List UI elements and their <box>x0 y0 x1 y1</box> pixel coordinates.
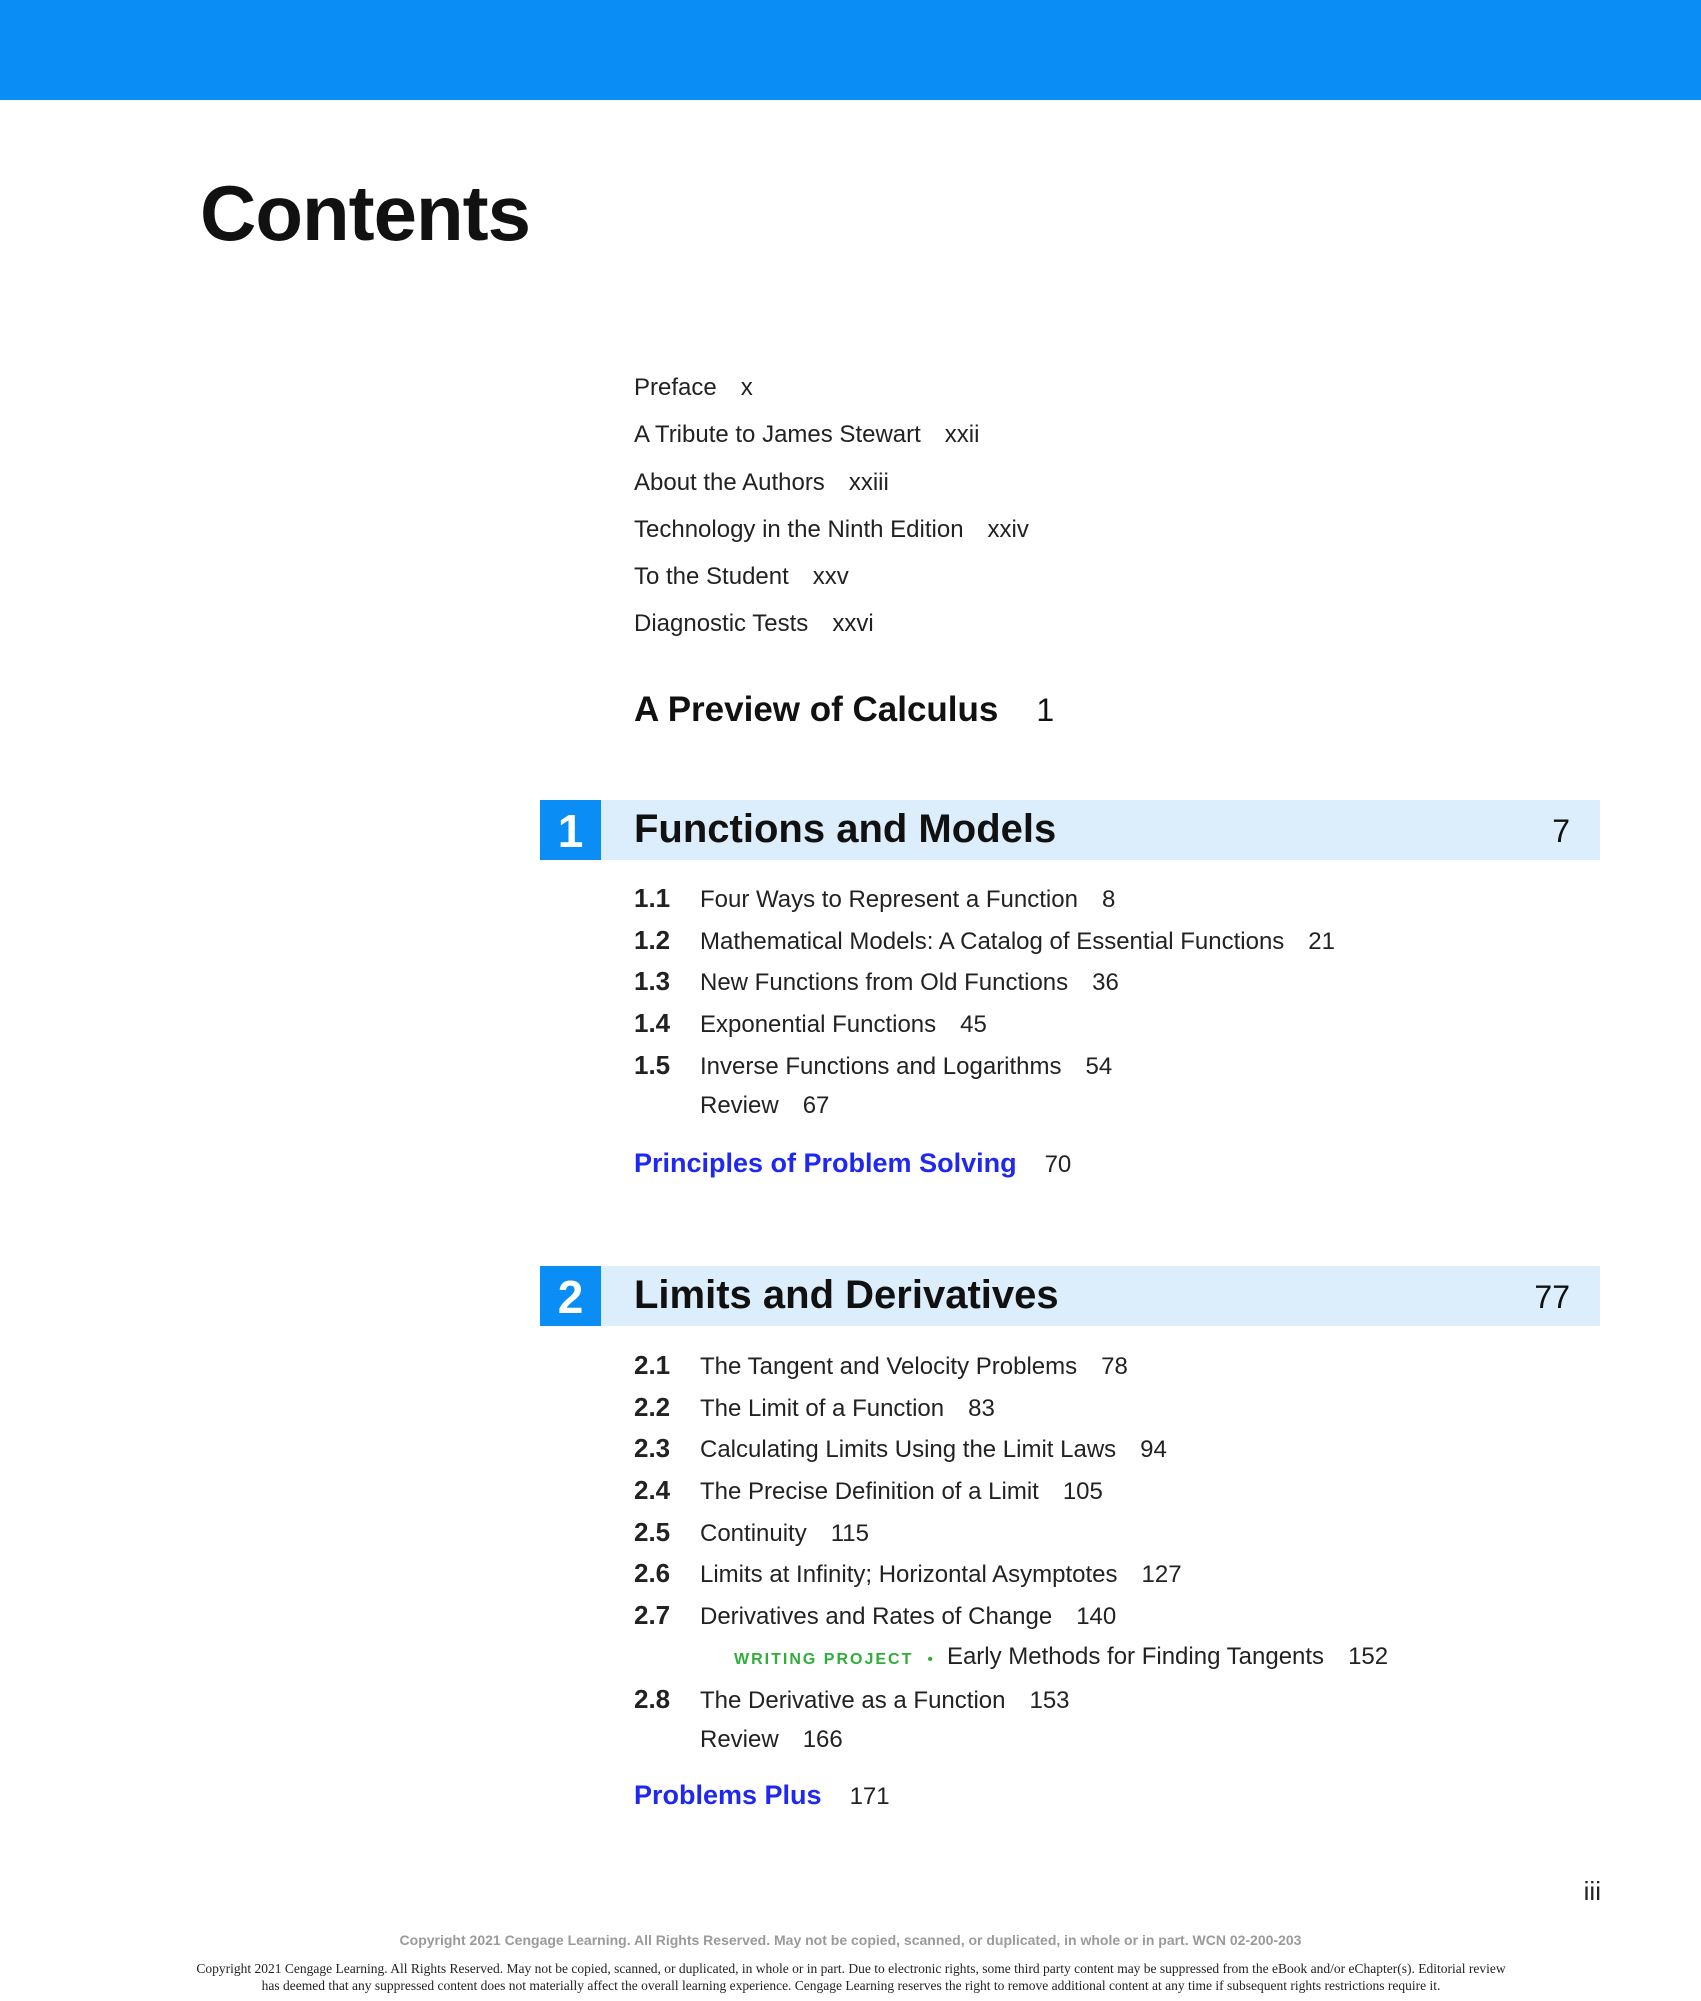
section-page: 115 <box>830 1519 869 1547</box>
section-page: 8 <box>1101 886 1116 913</box>
section-number: 1.3 <box>634 966 671 997</box>
preview-label: A Preview of Calculus <box>634 690 999 729</box>
section-entry[interactable] <box>634 1514 1388 1556</box>
review-page: 67 <box>802 1092 830 1120</box>
section-title: The Tangent and Velocity Problems <box>700 1353 1078 1380</box>
front-matter-item[interactable] <box>634 417 1029 464</box>
section-number: 2.5 <box>634 1516 671 1547</box>
section-page: 78 <box>1101 1353 1128 1380</box>
front-matter-item[interactable] <box>634 512 1029 559</box>
preview-entry[interactable] <box>634 690 1054 730</box>
section-number: 2.3 <box>634 1433 671 1464</box>
section-number: 2.1 <box>634 1350 671 1380</box>
chapter-1-sections <box>634 880 1335 1130</box>
section-page: 153 <box>1029 1686 1070 1714</box>
page-title: Contents <box>200 169 530 257</box>
section-entry[interactable] <box>634 1555 1388 1597</box>
section-title: The Limit of a Function <box>700 1394 945 1422</box>
section-entry[interactable] <box>634 1347 1388 1389</box>
review-label: Review <box>700 1092 779 1120</box>
special-page: 70 <box>1044 1151 1072 1178</box>
front-matter-item[interactable] <box>634 559 1029 606</box>
section-entry[interactable] <box>634 963 1335 1005</box>
writing-project-page: 152 <box>1348 1642 1389 1670</box>
section-title: The Precise Definition of a Limit <box>700 1478 1039 1506</box>
front-matter-list <box>634 370 1029 654</box>
section-title: Inverse Functions and Logarithms <box>700 1052 1062 1080</box>
writing-project-entry[interactable] <box>634 1639 1388 1681</box>
chapter-header-2[interactable] <box>540 1266 1600 1326</box>
principles-of-problem-solving-link[interactable] <box>634 1148 1071 1179</box>
section-number: 2.8 <box>634 1683 671 1714</box>
front-matter-label: A Tribute to James Stewart <box>634 421 921 449</box>
section-title: Limits at Infinity; Horizontal Asymptotes <box>700 1561 1118 1589</box>
special-label: Principles of Problem Solving <box>634 1148 1017 1178</box>
section-title: Four Ways to Represent a Function <box>700 886 1078 913</box>
section-page: 83 <box>968 1394 995 1422</box>
writing-project-tag: WRITING PROJECT <box>734 1650 914 1668</box>
section-number: 1.1 <box>634 883 671 913</box>
section-title: The Derivative as a Function <box>700 1686 1006 1714</box>
front-matter-page: x <box>740 374 753 401</box>
section-entry[interactable] <box>634 1389 1388 1431</box>
front-matter-label: About the Authors <box>634 468 825 496</box>
section-page: 140 <box>1076 1603 1117 1631</box>
front-matter-label: Diagnostic Tests <box>634 610 809 638</box>
front-matter-page: xxv <box>812 563 849 591</box>
section-number: 1.5 <box>634 1049 671 1080</box>
front-matter-page: xxvi <box>832 610 874 638</box>
section-page: 94 <box>1140 1436 1167 1464</box>
special-label: Problems Plus <box>634 1780 822 1810</box>
section-page: 45 <box>960 1011 987 1039</box>
section-title: New Functions from Old Functions <box>700 969 1069 997</box>
front-matter-label: To the Student <box>634 563 789 591</box>
review-label: Review <box>700 1726 779 1754</box>
section-page: 36 <box>1092 969 1119 997</box>
front-matter-label: Technology in the Ninth Edition <box>634 515 964 543</box>
section-entry[interactable] <box>634 1430 1388 1472</box>
section-number: 2.4 <box>634 1475 671 1506</box>
chapter-number-badge: 2 <box>540 1266 601 1326</box>
section-title: Continuity <box>700 1519 807 1547</box>
section-entry[interactable] <box>634 1047 1335 1089</box>
section-number: 2.7 <box>634 1600 671 1631</box>
section-title: Exponential Functions <box>700 1011 937 1039</box>
special-page: 171 <box>849 1783 890 1810</box>
review-page: 166 <box>802 1726 843 1754</box>
section-page: 127 <box>1141 1561 1182 1589</box>
top-color-bar <box>0 0 1701 100</box>
section-page: 54 <box>1085 1052 1113 1080</box>
chapter-title: Functions and Models <box>634 807 1057 851</box>
chapter-2-sections <box>634 1347 1388 1764</box>
section-number: 2.6 <box>634 1558 671 1589</box>
section-title: Derivatives and Rates of Change <box>700 1603 1053 1631</box>
preview-page: 1 <box>1036 692 1055 728</box>
section-title: Calculating Limits Using the Limit Laws <box>700 1436 1117 1464</box>
front-matter-item[interactable] <box>634 465 1029 512</box>
section-number: 1.4 <box>634 1008 671 1039</box>
front-matter-page: xxii <box>944 421 980 449</box>
section-page: 21 <box>1308 927 1335 955</box>
front-matter-item[interactable] <box>634 606 1029 653</box>
chapter-page: 7 <box>1552 813 1570 849</box>
section-entry[interactable] <box>634 880 1335 922</box>
front-matter-label: Preface <box>634 374 717 401</box>
section-number: 2.2 <box>634 1391 671 1422</box>
section-title: Mathematical Models: A Catalog of Essential Functions <box>700 927 1285 955</box>
section-entry[interactable] <box>634 922 1335 964</box>
problems-plus-link[interactable] <box>634 1780 890 1811</box>
section-page: 105 <box>1062 1478 1103 1506</box>
copyright-line: Copyright 2021 Cengage Learning. All Rights Reserved. May not be copied, scanned, or duplicated, in whole or in part. WCN 02-200-203 <box>399 1932 1302 1948</box>
section-entry[interactable] <box>634 1472 1388 1514</box>
chapter-header-1[interactable] <box>540 800 1600 860</box>
front-matter-page: xxiv <box>987 515 1029 543</box>
section-entry[interactable] <box>634 1005 1335 1047</box>
bullet-icon: • <box>927 1650 933 1668</box>
chapter-number-badge: 1 <box>540 800 601 860</box>
section-entry[interactable] <box>634 1597 1388 1639</box>
section-entry[interactable] <box>634 1681 1388 1723</box>
front-matter-page: xxiii <box>848 468 889 496</box>
section-number: 1.2 <box>634 924 671 955</box>
writing-project-title: Early Methods for Finding Tangents <box>946 1642 1325 1670</box>
copyright-notice: Copyright 2021 Cengage Learning. All Rights Reserved. May not be copied, scanned, or duplicated, in whole or in part. Due to electronic rights, some third party content may be suppressed from the eBook and/or eChapter(s). Editorial review has deemed that any suppressed content does not materially affect the overall learning experience. Cengage Learning reserves the right to remove additional content at any time if subsequent rights restrictions require it. <box>196 1961 1506 1993</box>
review-entry[interactable] <box>634 1722 1388 1764</box>
chapter-page: 77 <box>1534 1279 1570 1315</box>
page-number: iii <box>1583 1876 1601 1906</box>
front-matter-item[interactable] <box>634 370 1029 417</box>
review-entry[interactable] <box>634 1088 1335 1130</box>
chapter-title: Limits and Derivatives <box>634 1273 1059 1317</box>
